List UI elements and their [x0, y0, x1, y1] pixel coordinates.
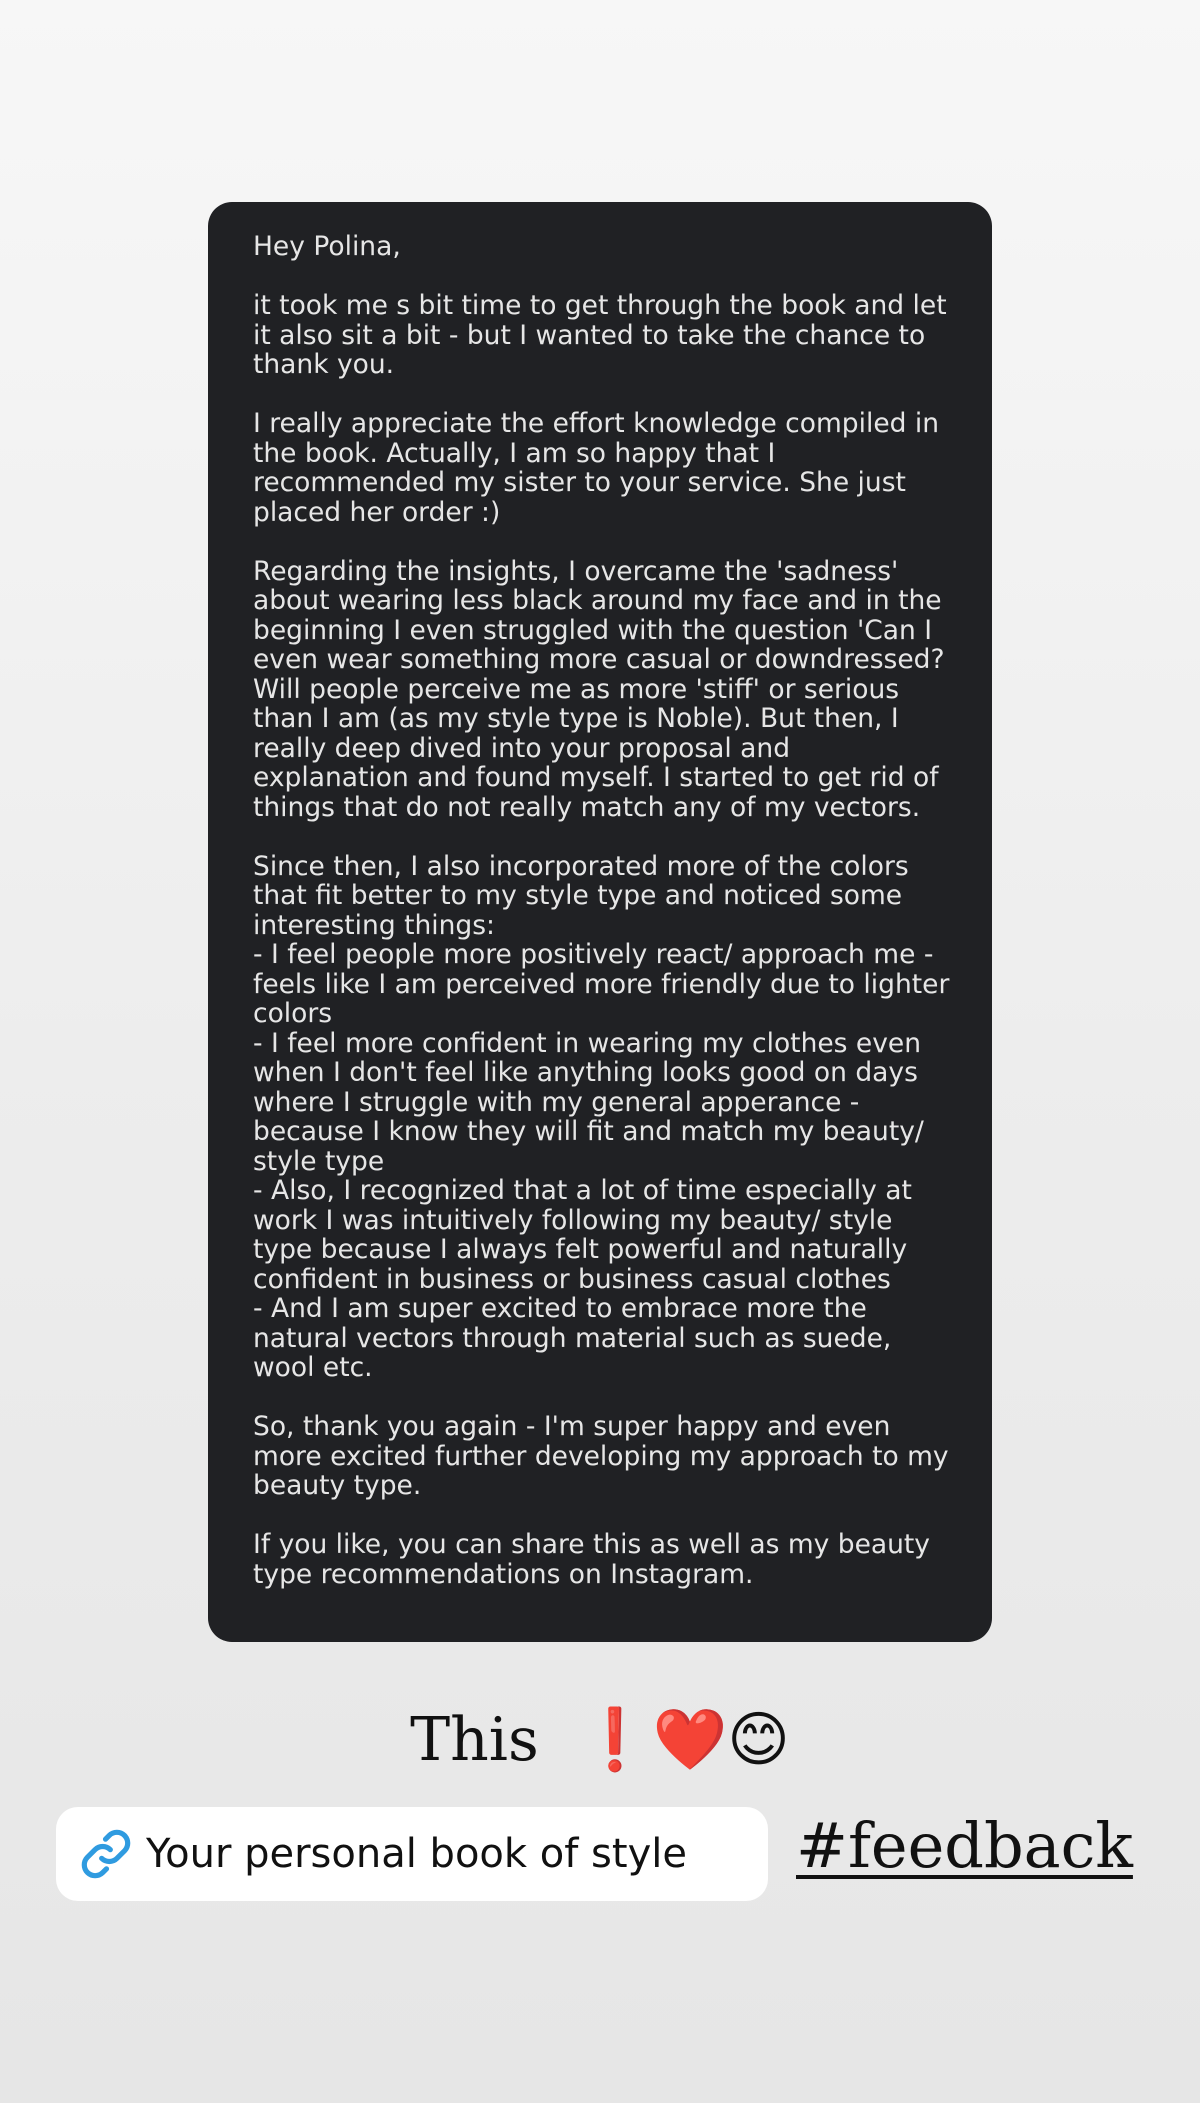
story-caption [0, 1700, 1200, 1780]
message-closing: If you like, you can share this as well as my beauty type recommendations on Instagram. [253, 1529, 939, 1590]
link-sticker[interactable] [56, 1807, 768, 1901]
exclamation-icon: ❗ [577, 1705, 653, 1775]
hashtag-feedback[interactable]: #feedback [796, 1809, 1133, 1882]
link-icon [80, 1828, 132, 1880]
message-paragraph: Since then, I also incorporated more of the colors that fit better to my style type and noticed some interesting things: - I feel people more positively react/ approach me - feels like I am perceived more friendly due to lighter colors - I feel more confident in wearing my clothes even when I don't feel like anything looks good on days where I struggle with my general apperance - because I know they will fit and match my beauty/ style type - Also, I recognized that a lot of time especially at work I was intuitively following my beauty/ style type because I always felt powerful and naturally confident in business or business casual clothes - And I am super excited to embrace more the natural vectors through material such as suede, wool etc. [253, 850, 950, 1383]
heart-icon: ❤️ [652, 1705, 728, 1775]
message-paragraph: it took me s bit time to get through the book and let it also sit a bit - but I wanted to take the chance to thank you. [253, 290, 956, 380]
message-paragraph: I really appreciate the effort knowledge compiled in the book. Actually, I am so happy that I recommended my sister to your service. She just placed her order :) [253, 408, 948, 528]
message-card [208, 202, 992, 1642]
link-sticker-label: Your personal book of style [146, 1831, 687, 1877]
message-paragraph: Regarding the insights, I overcame the 'sadness' about wearing less black around my face and in the beginning I even struggled with the question 'Can I even wear something more casual or downdressed? Will people perceive me as more 'stiff' or serious than I am (as my style type is Noble). But then, I really deep dived into your proposal and explanation and found myself. I started to get rid of things that do not really match any of my vectors. [253, 555, 953, 823]
smile-icon: 😊 [727, 1705, 790, 1775]
message-paragraph: So, thank you again - I'm super happy and even more excited further developing my approach to my beauty type. [253, 1411, 958, 1501]
message-greeting: Hey Polina, [253, 231, 401, 262]
caption-text: This [410, 1705, 539, 1775]
